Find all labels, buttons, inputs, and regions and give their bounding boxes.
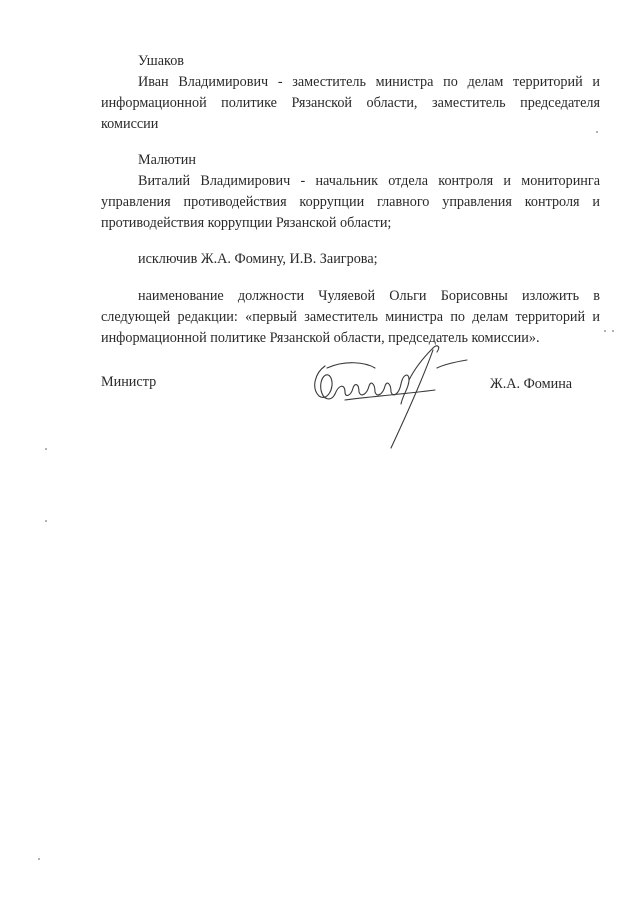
scan-speck [45, 448, 47, 450]
rename-line-3: информационной политике Рязанской области, председатель комиссии». [101, 330, 540, 346]
scan-speck [604, 330, 606, 332]
scan-speck [596, 131, 598, 133]
scan-speck [38, 858, 40, 860]
exclusion-text: исключив Ж.А. Фомину, И.В. Заигрова; [138, 251, 378, 267]
scan-speck [45, 520, 47, 522]
signoff-position: Министр [101, 374, 157, 390]
signoff-name: Ж.А. Фомина [490, 376, 573, 392]
member-1-line-3: комиссии [101, 116, 159, 132]
member-1-surname: Ушаков [138, 53, 184, 69]
scan-speck [612, 330, 614, 332]
handwritten-signature [305, 338, 475, 458]
member-2-surname: Малютин [138, 152, 196, 168]
member-1-line-1: Иван Владимирович - заместитель министра по делам территорий и [138, 74, 600, 90]
member-1-line-2: информационной политике Рязанской области, заместитель председателя [101, 95, 600, 111]
member-2-line-3: противодействия коррупции Рязанской области; [101, 215, 392, 231]
rename-line-1: наименование должности Чуляевой Ольги Борисовны изложить в [138, 288, 600, 304]
member-2-line-1: Виталий Владимирович - начальник отдела контроля и мониторинга [138, 173, 600, 189]
rename-line-2: следующей редакции: «первый заместитель министра по делам территорий и [101, 309, 600, 325]
member-2-line-2: управления противодействия коррупции главного управления контроля и [101, 194, 600, 210]
